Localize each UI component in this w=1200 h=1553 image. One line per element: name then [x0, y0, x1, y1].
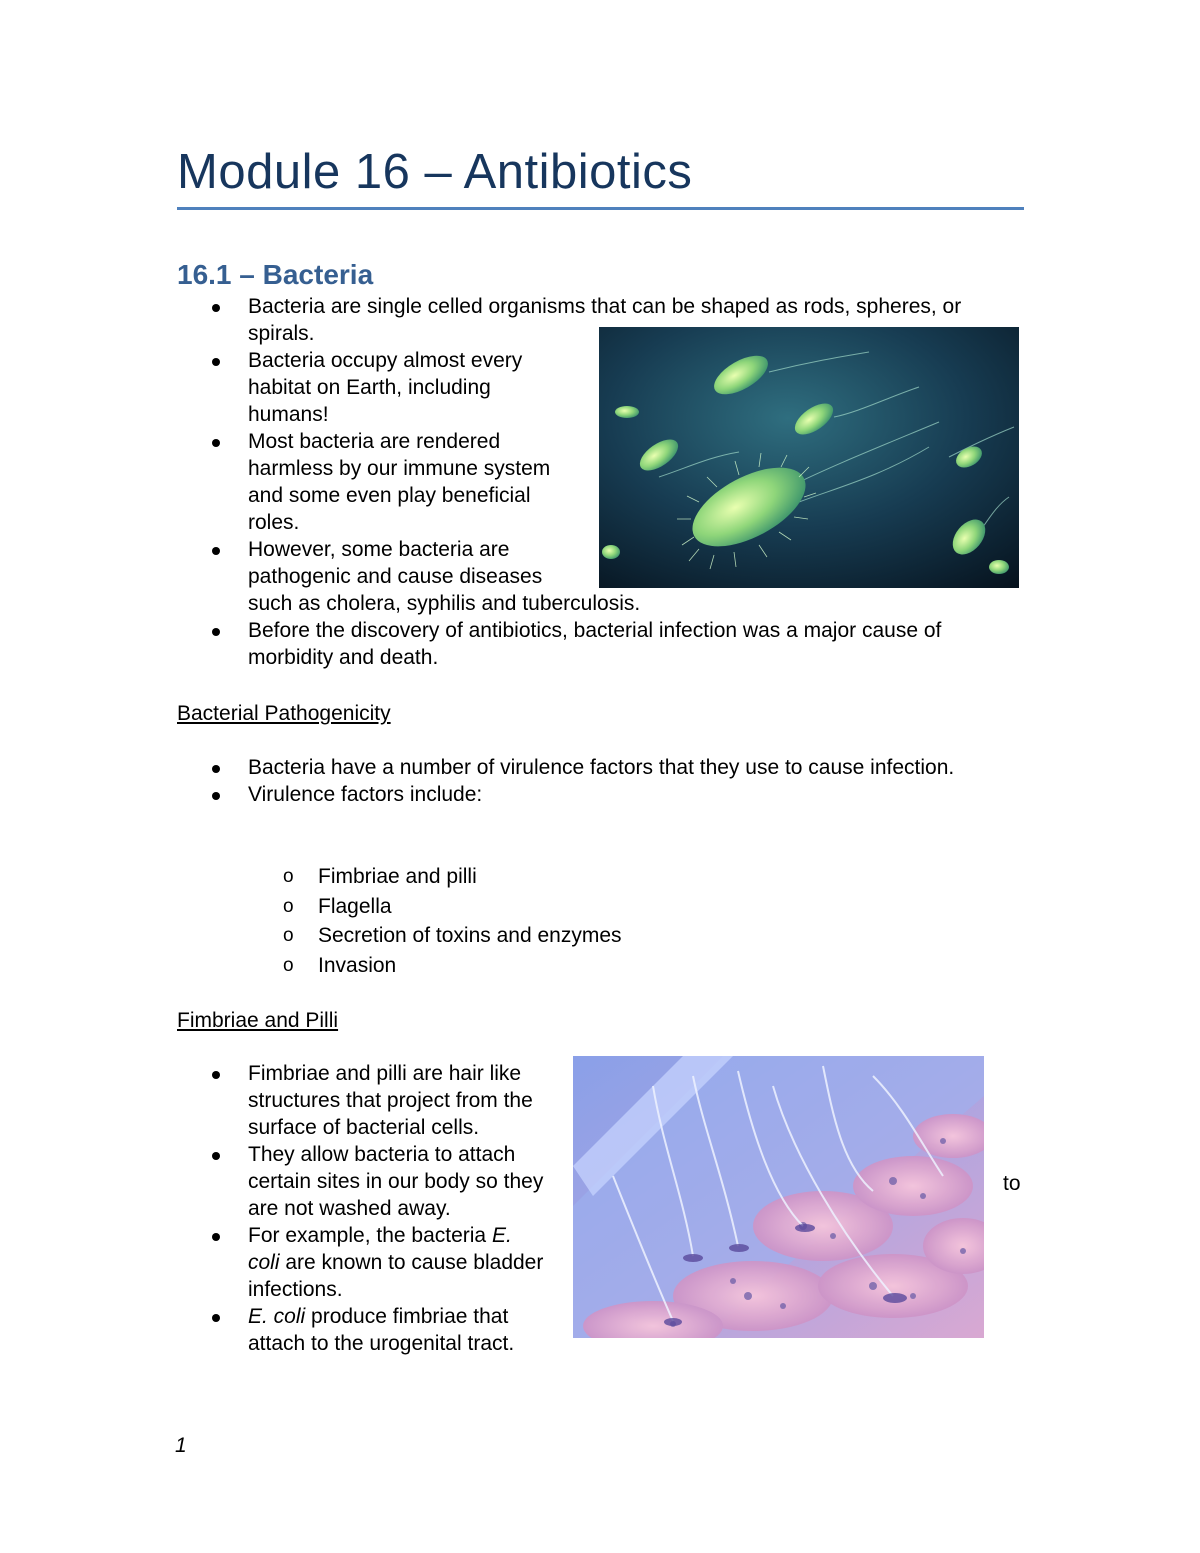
- fimbriae-list: [0, 1060, 560, 1357]
- page-title: Module 16 – Antibiotics: [177, 145, 693, 199]
- list-item: [0, 781, 1030, 808]
- list-item-text: Fimbriae and pilli: [318, 865, 477, 888]
- list-item: [0, 1060, 560, 1141]
- list-item-text: Before the discovery of antibiotics, bacterial infection was a major cause of morbidity and death.: [248, 619, 942, 669]
- list-item-text: certain sites in our body so they are not washed away.: [248, 1170, 544, 1220]
- fimbriae-image: [573, 1056, 984, 1338]
- list-item: [0, 1222, 560, 1303]
- page-number: 1: [175, 1434, 187, 1457]
- list-item-text: such as cholera, syphilis and tuberculosis.: [248, 592, 641, 615]
- list-item: [0, 754, 1030, 781]
- list-item: [0, 892, 622, 922]
- species-name: E. coli: [248, 1305, 306, 1328]
- section-heading: 16.1 – Bacteria: [177, 259, 374, 290]
- list-item-text-part: are known to cause bladder infections.: [248, 1251, 544, 1301]
- list-item-text: Invasion: [318, 953, 397, 977]
- bullet-icon: [212, 1071, 220, 1079]
- pathogenicity-list: [0, 754, 1030, 808]
- list-item-text: However, some bacteria are pathogenic and cause diseases: [248, 538, 543, 588]
- circle-bullet-icon: o: [283, 954, 294, 976]
- title-rule: [177, 207, 1024, 210]
- list-item: [0, 921, 622, 951]
- circle-bullet-icon: o: [283, 925, 294, 946]
- list-item-text: Most bacteria are rendered harmless by our immune system and some even play beneficial roles.: [248, 430, 551, 534]
- bullet-icon: [212, 1233, 220, 1241]
- bullet-icon: [212, 1314, 220, 1322]
- list-item-text: Flagella: [318, 894, 392, 918]
- list-item-text-part: For example, the bacteria: [248, 1224, 487, 1247]
- list-item-text: Bacteria occupy almost every habitat on Earth, including humans!: [248, 349, 523, 426]
- bullet-icon: [212, 358, 220, 366]
- list-item-text: They allow bacteria to attach: [248, 1143, 516, 1166]
- bullet-icon: [212, 792, 220, 800]
- circle-bullet-icon: o: [283, 895, 294, 917]
- fimbriae-heading: Fimbriae and Pilli: [177, 1009, 339, 1032]
- list-item-text: [248, 1222, 548, 1303]
- list-item-text: Virulence factors include:: [248, 783, 483, 806]
- bullet-icon: [212, 304, 220, 312]
- pathogenicity-heading: Bacterial Pathogenicity: [177, 702, 391, 725]
- list-item-text: Fimbriae and pilli are hair like structures that project from the surface of bacterial cells.: [248, 1062, 533, 1139]
- species-name: E. coli: [248, 1224, 512, 1274]
- list-item: [0, 617, 1030, 671]
- list-item-text-overflow: to: [1003, 1172, 1021, 1195]
- list-item: [0, 1303, 560, 1357]
- list-item-text: Bacteria have a number of virulence factors that they use to cause infection.: [248, 756, 955, 779]
- list-item-text-part: produce fimbriae that attach to the urogenital tract.: [248, 1305, 515, 1355]
- bullet-icon: [212, 547, 220, 555]
- list-item-text: Secretion of toxins and enzymes: [318, 924, 622, 947]
- bullet-icon: [212, 628, 220, 636]
- bacteria-image: [599, 327, 1019, 588]
- list-item-text: Bacteria are single celled organisms that can be shaped as rods, spheres, or spirals.: [248, 295, 962, 345]
- list-item: [0, 951, 622, 981]
- virulence-factors-list: [0, 862, 622, 980]
- bullet-icon: [212, 439, 220, 447]
- bullet-icon: [212, 1152, 220, 1160]
- list-item: [0, 862, 622, 892]
- list-item: [0, 1141, 560, 1222]
- circle-bullet-icon: o: [283, 866, 294, 887]
- bullet-icon: [212, 765, 220, 773]
- list-item-text: [248, 1303, 548, 1357]
